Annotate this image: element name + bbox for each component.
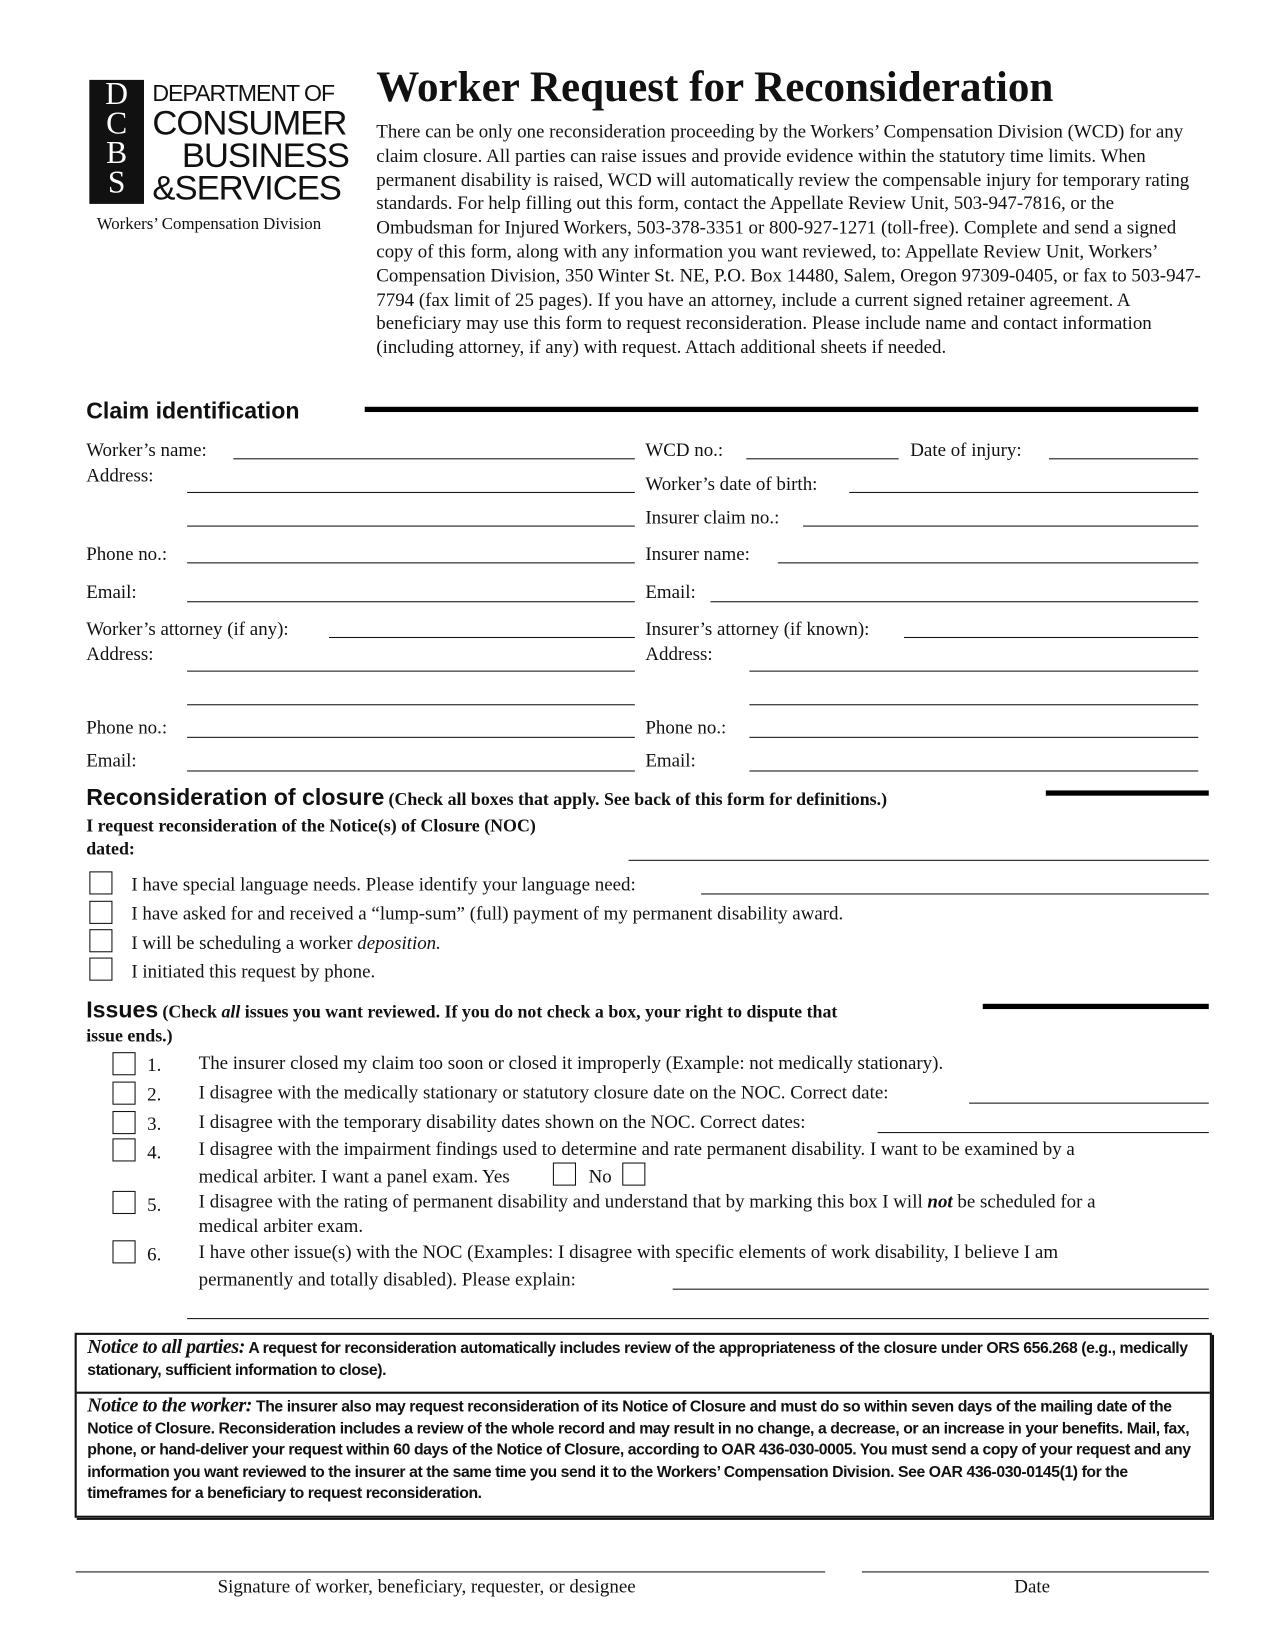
phone-request-checkbox[interactable] (89, 958, 112, 981)
correct-date-field[interactable] (969, 1103, 1209, 1104)
page-title: Worker Request for Reconsideration (376, 62, 1054, 111)
intro-paragraph: There can be only one reconsideration proceeding by the Workers’ Compensation Division (WCD) for any claim closure. All parties can raise issues and provide evidence within the statutory time limits. When permanent disability is raised, WCD will automatically review the compensable injury for temporary rating standards. For help filling out this form, contact the Appellate Review Unit, 503-947-7816, or the Ombudsman for Injured Workers, 503-378-3351 or 800-927-1271 (toll-free). Complete and send a signed copy of this form, along with any information you want reviewed, to: Appellate Review Unit, Workers’ Compensation Division, 350 Winter St. NE, P.O. Box 14480, Salem, Oregon 97309-0405, or fax to 503-947-7794 (fax limit of 25 pages). If you have an attorney, include a current signed retainer agreement. A beneficiary may use this form to request reconsideration. Please include name and contact information (including attorney, if any) with request. Attach additional sheets if needed. (376, 120, 1201, 358)
dcbs-logo (89, 71, 354, 206)
label: Email: (645, 749, 696, 771)
issue-number: 4. (147, 1141, 162, 1163)
logo-monogram: D C B S (89, 80, 144, 204)
option-label: I have asked for and received a “lump-sum” (full) payment of my permanent disability award. (131, 902, 844, 924)
notice-label: Notice to all parties: (87, 1335, 245, 1359)
insurer-attorney-address-line2-field[interactable] (749, 704, 1198, 705)
signature-label: Signature of worker, beneficiary, requester, or designee (217, 1575, 636, 1597)
attorney-phone-field[interactable] (187, 737, 635, 738)
attorney-address-line2-field[interactable] (187, 704, 635, 705)
attorney-email-field[interactable] (187, 770, 635, 771)
section-rule (983, 1004, 1209, 1009)
issue-text (199, 1191, 1096, 1212)
label: Worker’s name: (86, 439, 207, 461)
label: Date of injury: (910, 439, 1022, 461)
logo-text: BUSINESS (181, 135, 349, 175)
workers-name-field[interactable] (233, 458, 635, 459)
label: Phone no.: (645, 716, 727, 738)
section-rule (1046, 790, 1209, 795)
insurer-attorney-phone-field[interactable] (749, 737, 1198, 738)
notice-box (75, 1333, 1212, 1518)
noc-date-field[interactable] (629, 860, 1209, 861)
label: Insurer name: (645, 543, 750, 565)
label: Address: (86, 643, 154, 665)
logo-text: CONSUMER (152, 103, 347, 142)
label: Email: (645, 581, 696, 603)
date-label: Date (1014, 1575, 1051, 1597)
issue-text-line2: medical arbiter. I want a panel exam. (198, 1165, 483, 1187)
notice-worker (77, 1394, 1210, 1507)
label: Worker’s attorney (if any): (86, 618, 289, 640)
insurer-attorney-address-field[interactable] (749, 671, 1198, 672)
section-heading-closure (86, 784, 887, 811)
deposition-checkbox[interactable] (89, 929, 112, 952)
noc-request-label: I request reconsideration of the Notice(s) of Closure (NOC) (86, 815, 536, 836)
worker-dob-field[interactable] (849, 492, 1198, 493)
issue-2-checkbox[interactable] (112, 1082, 135, 1105)
insurer-attorney-email-field[interactable] (749, 770, 1198, 771)
option-text: I will be scheduling a worker (131, 932, 358, 954)
logo-text: &SERVICES (152, 168, 341, 208)
option-label (131, 932, 440, 953)
label: Phone no.: (86, 716, 168, 738)
option-text-italic: deposition. (357, 932, 441, 954)
wcd-no-field[interactable] (746, 458, 898, 459)
issue-number: 3. (147, 1113, 162, 1135)
language-need-field[interactable] (701, 893, 1209, 894)
issue-text: I disagree with the rating of permanent disability and understand that by marking this box I will (198, 1190, 928, 1212)
lump-sum-checkbox[interactable] (89, 901, 112, 924)
label: Worker’s date of birth: (645, 472, 818, 495)
heading-note: issues you want reviewed. If you do not check a box, your right to dispute that (240, 1001, 838, 1022)
insurers-attorney-field[interactable] (904, 637, 1198, 638)
issue-text: I disagree with the temporary disability dates shown on the NOC. Correct dates: (198, 1111, 806, 1133)
notice-text: A request for reconsideration automatically includes review of the appropriateness of the closure under ORS 656.268 (e.g., medically stationary, sufficient information to close). (87, 1339, 1188, 1379)
issue-number: 2. (147, 1083, 162, 1105)
heading-note: (Check (162, 1001, 222, 1022)
worker-address-field[interactable] (187, 492, 635, 493)
issue-text: I disagree with the impairment findings used to determine and rate permanent disability. I want to be examined by a (198, 1138, 1075, 1160)
no-label: No (588, 1165, 612, 1187)
notice-label: Notice to the worker: (87, 1394, 253, 1417)
yes-label: Yes (482, 1165, 510, 1187)
label: Insurer’s attorney (if known): (645, 618, 870, 640)
issue-text: be scheduled for a (952, 1190, 1096, 1212)
issue-4-checkbox[interactable] (112, 1138, 135, 1161)
issue-3-checkbox[interactable] (112, 1111, 135, 1134)
issue-1-checkbox[interactable] (112, 1052, 135, 1075)
noc-dated-label: dated: (86, 838, 135, 859)
section-heading-issues (86, 996, 837, 1023)
label: Phone no.: (86, 543, 168, 565)
language-needs-checkbox[interactable] (89, 871, 112, 894)
section-rule (365, 407, 1199, 412)
division-name: Workers’ Compensation Division (96, 215, 322, 234)
explain-field-line2[interactable] (187, 1318, 1209, 1319)
issue-text-line2: permanently and totally disabled). Please explain: (198, 1268, 576, 1290)
label: WCD no.: (645, 439, 724, 461)
section-heading-claim: Claim identification (86, 397, 300, 424)
heading-note: all (221, 1001, 241, 1022)
workers-attorney-field[interactable] (329, 637, 635, 638)
panel-exam-no-checkbox[interactable] (622, 1163, 645, 1186)
worker-address-line2-field[interactable] (187, 526, 635, 527)
label: Address: (645, 643, 713, 665)
issue-text: I have other issue(s) with the NOC (Examples: I disagree with specific elements of work disability, I believe I am (198, 1241, 1059, 1263)
notice-all-parties (77, 1335, 1210, 1394)
notice-text: The insurer also may request reconsideration of its Notice of Closure and must do so within seven days of the mailing date of the Notice of Closure. Reconsideration includes a review of the whole record and may result in no change, a decrease, or an increase in your benefits. Mail, fax, phone, or hand-deliver your request within 60 days of the Notice of Closure, according to OAR 436-030-0005. You must send a copy of your request and any information you want reviewed to the insurer at the same time you send it to the Workers’ Compensation Division. See OAR 436-030-0145(1) for the timeframes for a beneficiary to request reconsideration. (87, 1397, 1191, 1503)
heading-text: Issues (86, 996, 159, 1023)
label: Email: (86, 581, 137, 603)
issue-number: 6. (147, 1243, 162, 1265)
attorney-address-field[interactable] (187, 671, 635, 672)
issue-text-line2: medical arbiter exam. (198, 1215, 364, 1237)
heading-note: issue ends.) (86, 1025, 173, 1046)
date-of-injury-field[interactable] (1049, 458, 1198, 459)
insurer-email-field[interactable] (711, 601, 1199, 602)
logo-text: DEPARTMENT OF (152, 79, 335, 107)
label: Email: (86, 749, 137, 771)
signature-field[interactable] (76, 1571, 825, 1572)
option-label: I initiated this request by phone. (131, 960, 376, 982)
issue-number: 5. (147, 1194, 162, 1216)
date-field[interactable] (862, 1571, 1209, 1572)
issue-6-checkbox[interactable] (112, 1240, 135, 1263)
issue-text (199, 1166, 510, 1187)
issue-text-emphasis: not (927, 1190, 953, 1212)
worker-phone-field[interactable] (187, 562, 635, 563)
worker-email-field[interactable] (187, 601, 635, 602)
explain-field[interactable] (673, 1289, 1209, 1290)
insurer-claim-no-field[interactable] (803, 526, 1198, 527)
label: Address: (86, 464, 154, 486)
issue-text: I disagree with the medically stationary or statutory closure date on the NOC. Correct date: (198, 1081, 889, 1103)
issue-number: 1. (147, 1054, 162, 1076)
heading-text: Reconsideration of closure (86, 784, 385, 811)
option-label: I have special language needs. Please identify your language need: (131, 873, 636, 895)
heading-note: (Check all boxes that apply. See back of this form for definitions.) (388, 789, 888, 810)
panel-exam-yes-checkbox[interactable] (553, 1163, 576, 1186)
label: Insurer claim no.: (645, 506, 780, 528)
issue-text: The insurer closed my claim too soon or closed it improperly (Example: not medically stationary). (198, 1052, 944, 1074)
correct-dates-field[interactable] (878, 1132, 1209, 1133)
insurer-name-field[interactable] (778, 562, 1198, 563)
issue-5-checkbox[interactable] (112, 1191, 135, 1214)
